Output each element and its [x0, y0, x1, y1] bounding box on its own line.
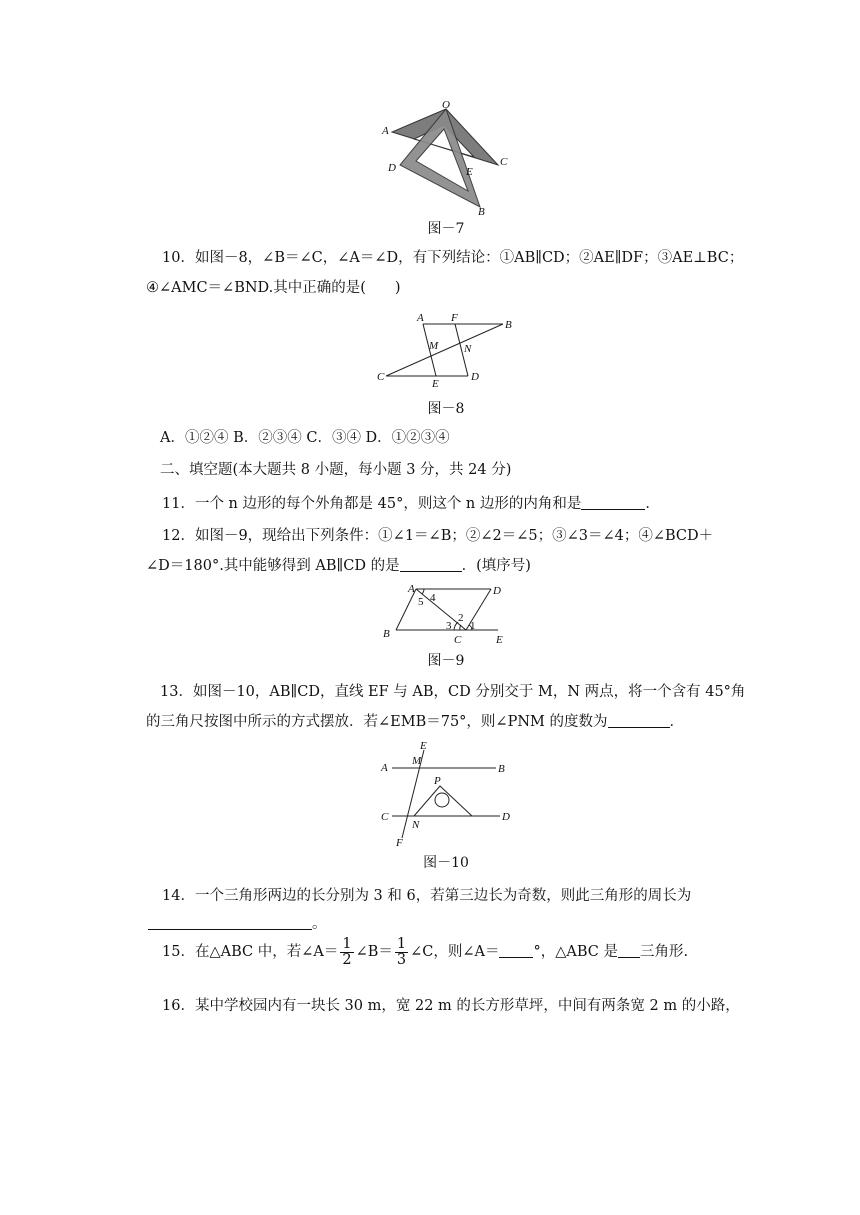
- label-E: E: [420, 740, 427, 752]
- q13-line2: 的三角尺按图中所示的方式摆放．若∠EMB＝75°，则∠PNM 的度数为 ．: [146, 714, 684, 730]
- angle-1: 1: [470, 620, 476, 632]
- q14-answer-blank[interactable]: [148, 915, 312, 930]
- q12-line1: 12．如图－9，现给出下列条件：①∠1＝∠B；②∠2＝∠5；③∠3＝∠4；④∠BCD＋: [162, 528, 714, 544]
- label-B: B: [383, 628, 390, 640]
- q10-options: A．①②④ B．②③④ C．③④ D．①②③④: [160, 430, 450, 446]
- label-A: A: [408, 583, 415, 595]
- q11-answer-blank[interactable]: [581, 495, 645, 510]
- label-N: N: [464, 343, 472, 355]
- label-P: P: [434, 775, 441, 787]
- label-B: B: [478, 206, 485, 218]
- q12-answer-blank[interactable]: [400, 557, 462, 572]
- figure-7-caption: 图－7: [427, 221, 465, 237]
- angle-3: 3: [446, 620, 452, 632]
- figure-9-caption: 图－9: [427, 653, 465, 669]
- q15-type-blank[interactable]: [618, 943, 640, 958]
- label-O: O: [442, 99, 450, 111]
- figure-8: [372, 310, 522, 390]
- q11: 11．一个 n 边形的每个外角都是 45°，则这个 n 边形的内角和是 ．: [162, 496, 660, 512]
- q12-line2: ∠D＝180°.其中能够得到 AB∥CD 的是 ．(填序号): [146, 558, 531, 574]
- figure-10-caption: 图－10: [423, 855, 469, 871]
- figure-10: [374, 738, 524, 850]
- fraction-one-third: $\frac{1}{3}$: [396, 935, 407, 968]
- q14-line2: 。: [148, 914, 327, 934]
- q13-answer-blank[interactable]: [608, 713, 670, 728]
- label-B: B: [505, 319, 512, 331]
- label-D: D: [388, 162, 396, 174]
- q15: 15．在△ABC 中，若∠A＝ $\frac{1}{2}$ ∠B＝ $\frac{1}{3}$ ∠C，则∠A＝ °，△ABC 是 三角形.: [162, 935, 689, 968]
- label-E: E: [432, 378, 439, 390]
- label-M: M: [429, 340, 439, 352]
- q10-line2: ④∠AMC＝∠BND.其中正确的是( ): [146, 280, 401, 296]
- q14-line1: 14．一个三角形两边的长分别为 3 和 6，若第三边长为奇数，则此三角形的周长为: [162, 888, 692, 904]
- label-A: A: [382, 125, 389, 137]
- q11-text: 11．一个 n 边形的每个外角都是 45°，则这个 n 边形的内角和是: [162, 496, 582, 512]
- label-D: D: [502, 811, 510, 823]
- figure-8-caption: 图－8: [427, 401, 465, 417]
- q15-angle-blank[interactable]: [499, 943, 533, 958]
- label-C: C: [381, 811, 389, 823]
- q10-line1: 10．如图－8，∠B＝∠C，∠A＝∠D，有下列结论：①AB∥CD；②AE∥DF；③AE⊥BC；: [162, 250, 744, 266]
- label-C: C: [454, 634, 462, 646]
- fraction-one-half: $\frac{1}{2}$: [342, 935, 352, 968]
- label-C: C: [377, 371, 385, 383]
- angle-4: 4: [430, 592, 436, 604]
- label-D: D: [471, 371, 479, 383]
- angle-5: 5: [418, 596, 424, 608]
- label-A: A: [417, 312, 424, 324]
- label-A: A: [381, 762, 388, 774]
- figure-7: [370, 95, 520, 220]
- label-E: E: [466, 166, 473, 178]
- q13-line1: 13．如图－10，AB∥CD，直线 EF 与 AB，CD 分别交于 M，N 两点，将一个含有 45°角: [160, 684, 746, 700]
- label-F: F: [396, 837, 403, 849]
- q16-line1: 16．某中学校园内有一块长 30 m，宽 22 m 的长方形草坪，中间有两条宽 2 m 的小路，: [162, 998, 740, 1014]
- label-D: D: [493, 585, 501, 597]
- label-N: N: [412, 819, 420, 831]
- section-2-heading: 二、填空题(本大题共 8 小题，每小题 3 分，共 24 分): [160, 462, 512, 478]
- figure-9: [376, 580, 526, 646]
- label-F: F: [451, 312, 458, 324]
- label-B: B: [498, 763, 505, 775]
- angle-2: 2: [458, 612, 464, 624]
- label-E: E: [496, 634, 503, 646]
- label-C: C: [500, 156, 508, 168]
- label-M: M: [412, 755, 422, 767]
